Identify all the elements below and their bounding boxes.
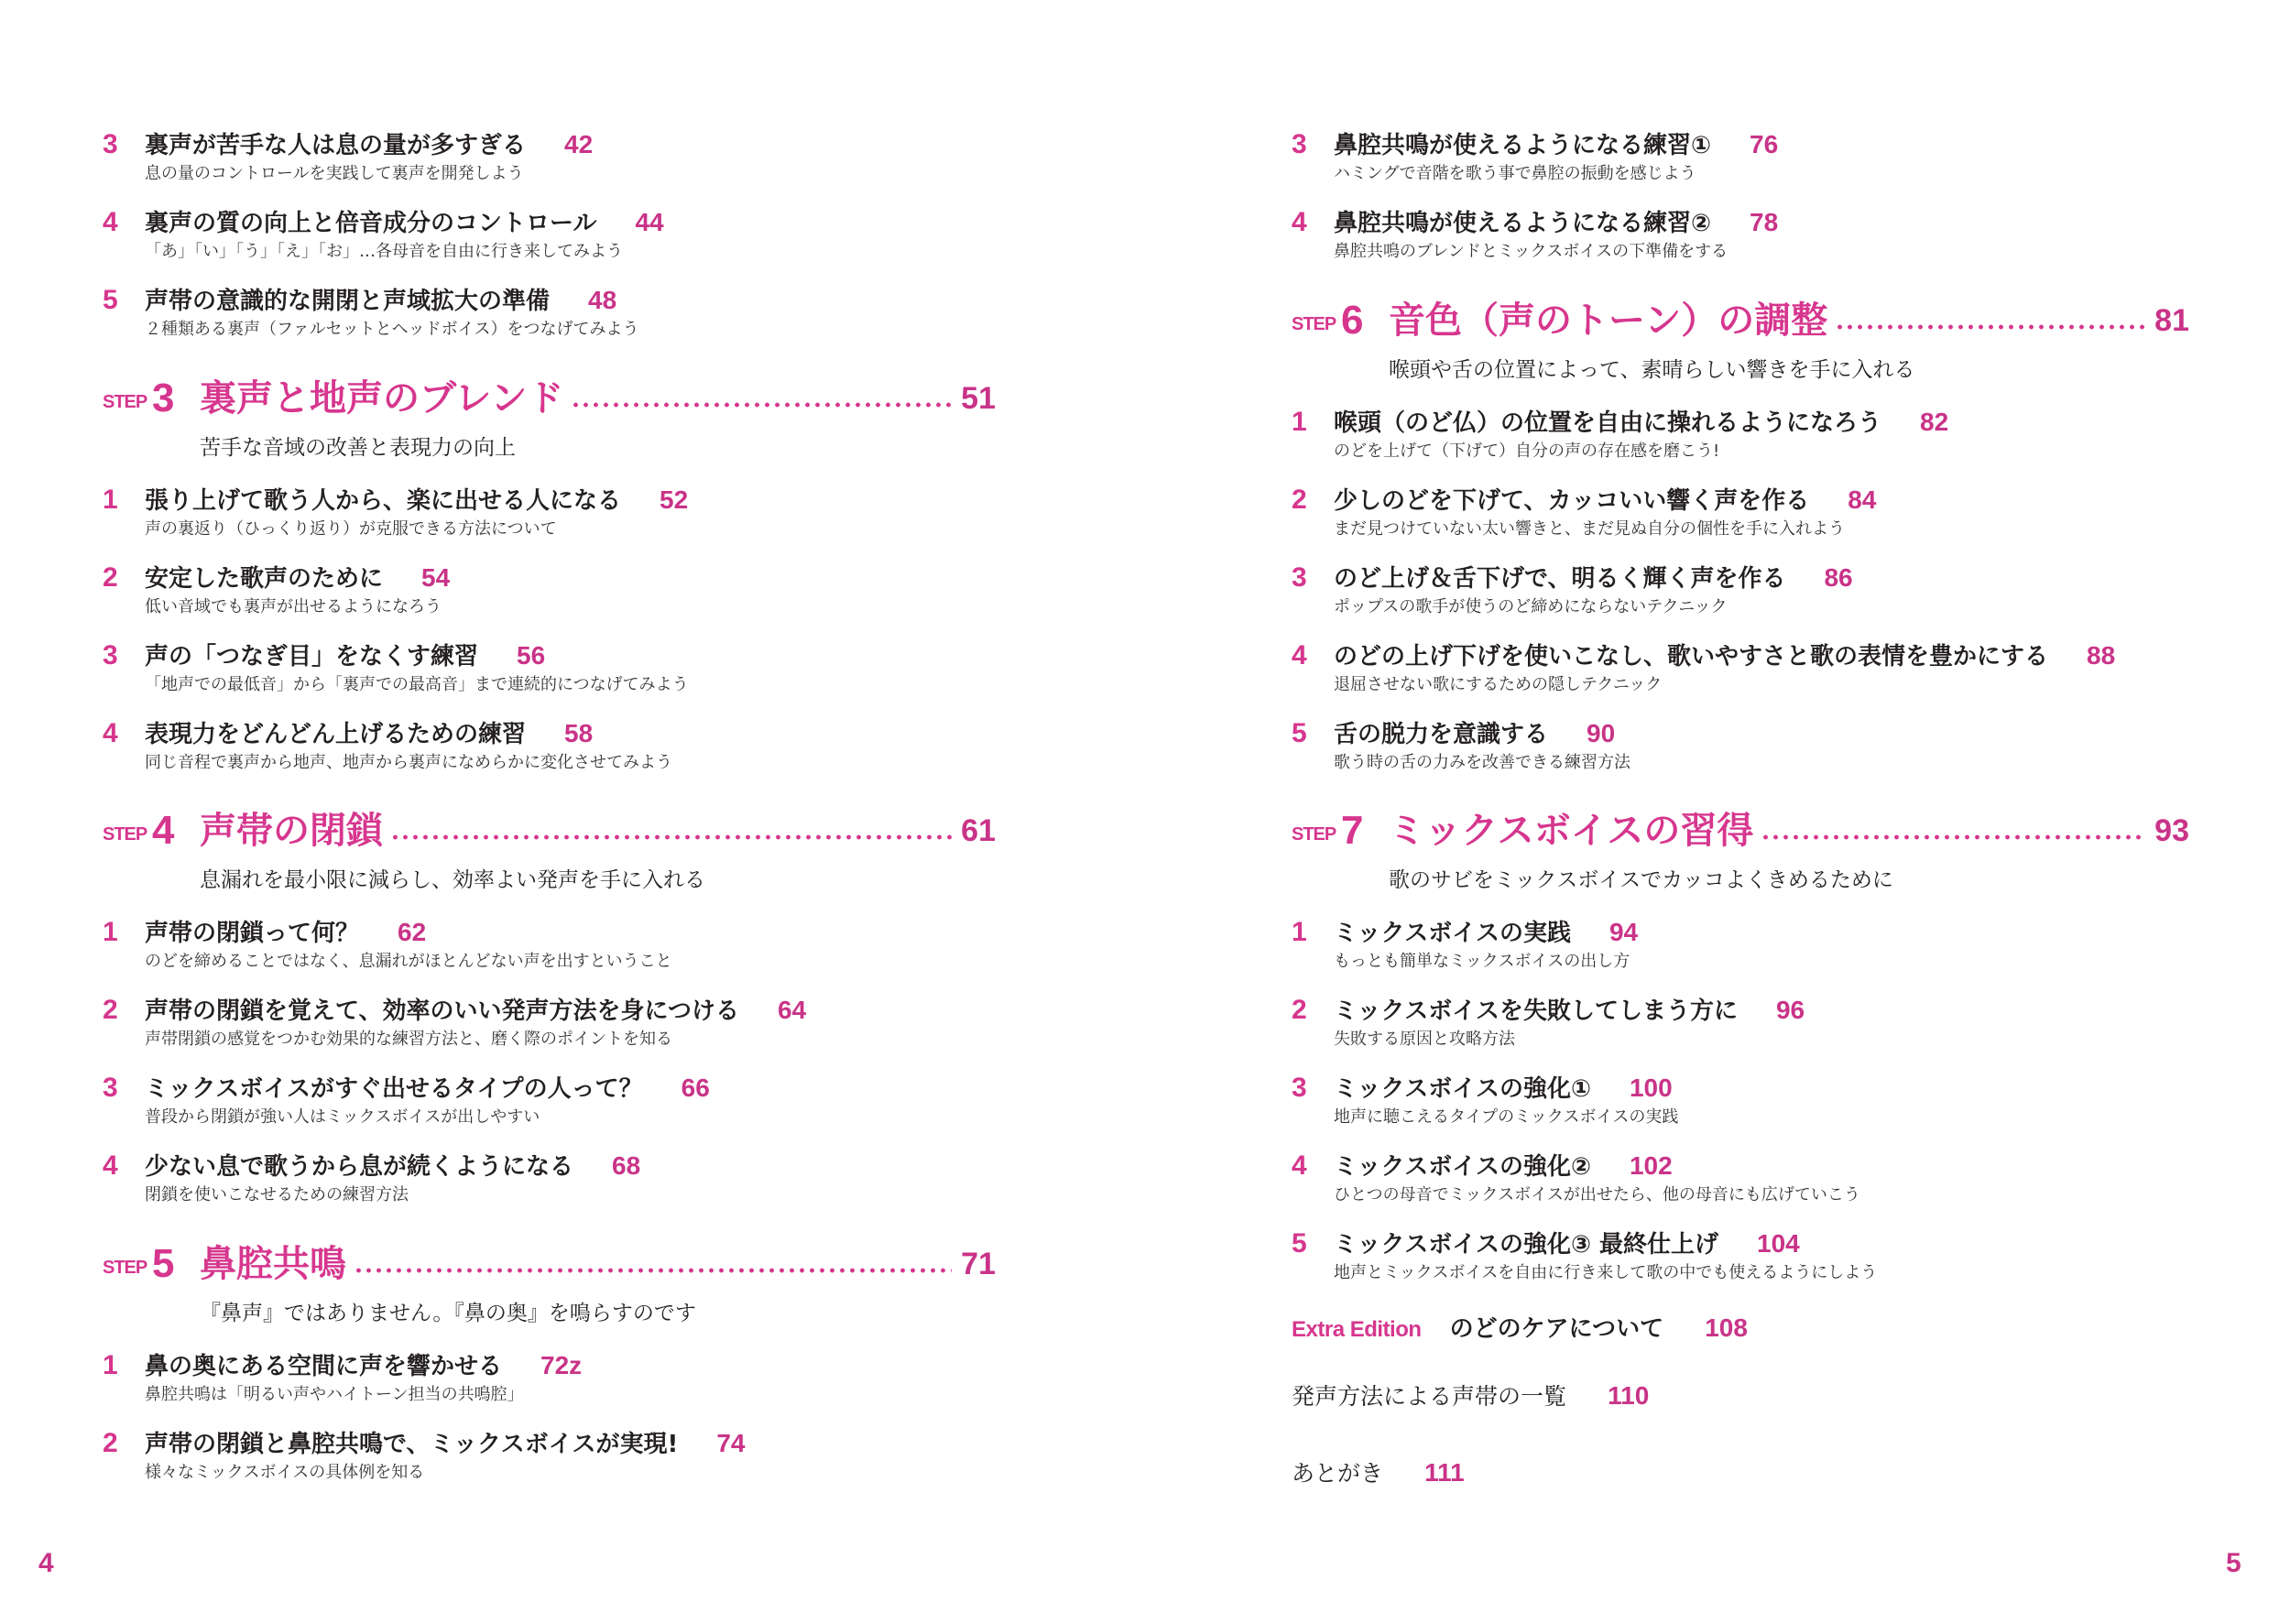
entry-page: 54 [421, 563, 451, 592]
entry-number: 4 [103, 207, 118, 237]
entry-subtitle: ハミングで音階を歌う事で鼻腔の振動を感じよう [1334, 164, 1696, 183]
entry-title: 声帯の閉鎖を覚えて、効率のいい発声方法を身につける 64 [145, 996, 807, 1025]
entry-number: 1 [1292, 407, 1307, 437]
step-number: 4 [152, 808, 175, 853]
entry-subtitle: ２種類ある裏声（ファルセットとヘッドボイス）をつなげてみよう [145, 320, 639, 339]
entry-title: 裏声が苦手な人は息の量が多すぎる 42 [145, 130, 594, 159]
entry-number: 3 [1292, 129, 1307, 159]
step-number: 7 [1341, 808, 1364, 853]
entry-page: 76 [1750, 130, 1779, 158]
step-title-row [200, 808, 996, 854]
entry-title: 声の「つなぎ目」をなくす練習 56 [145, 641, 546, 670]
entry-subtitle: 地声に聴こえるタイプのミックスボイスの実践 [1334, 1107, 1679, 1127]
entry-page: 90 [1587, 719, 1616, 747]
page-number: 5 [2226, 1548, 2241, 1578]
entry-title: 張り上げて歌う人から、楽に出せる人になる 52 [145, 485, 689, 515]
entry-page: 78 [1750, 208, 1779, 236]
entry-page: 86 [1824, 563, 1853, 592]
page-number: 4 [38, 1548, 54, 1578]
entry-subtitle: 「あ」「い」「う」「え」「お」…各母音を自由に行き来してみよう [145, 242, 623, 261]
entry-number: 1 [103, 917, 118, 947]
entry-subtitle: もっとも簡単なミックスボイスの出し方 [1334, 952, 1630, 971]
entry-page: 72z [540, 1351, 583, 1379]
step-number: 3 [152, 376, 175, 420]
entry-subtitle: 低い音域でも裏声が出せるようになろう [145, 597, 442, 616]
step-heading[interactable] [1292, 298, 2189, 382]
entry-title: 声帯の閉鎖と鼻腔共鳴で、ミックスボイスが実現! 74 [145, 1429, 746, 1458]
entry-number: 3 [103, 1073, 118, 1103]
step-title: 鼻腔共鳴 [200, 1243, 346, 1285]
appendix-title: 発声方法による声帯の一覧 [1292, 1383, 1567, 1410]
entry-number: 4 [1292, 207, 1307, 237]
entry-number: 1 [103, 1350, 118, 1380]
step-heading[interactable] [103, 808, 996, 892]
entry-title: 声帯の意識的な開閉と声域拡大の準備 48 [145, 286, 617, 315]
step-label: STEP [1292, 314, 1336, 334]
entry-subtitle: 閉鎖を使いこなせるための練習方法 [145, 1185, 409, 1204]
entry-page: 64 [777, 996, 807, 1024]
dot-leader [390, 834, 952, 840]
entry-title: 安定した歌声のために 54 [145, 563, 451, 593]
dot-leader [354, 1268, 952, 1273]
entry-page: 58 [564, 719, 594, 747]
step-title: 声帯の閉鎖 [200, 810, 383, 852]
entry-subtitle: 「地声での最低音」から「裏声での最高音」まで連続的につなげてみよう [145, 675, 689, 694]
step-subtitle: 喉頭や舌の位置によって、素晴らしい響きを手に入れる [1389, 358, 1915, 382]
entry-title: 鼻腔共鳴が使えるようになる練習① 76 [1334, 130, 1779, 159]
entry-subtitle: 鼻腔共鳴は「明るい声やハイトーン担当の共鳴腔」 [145, 1385, 524, 1404]
entry-title: ミックスボイスの強化② 102 [1334, 1151, 1673, 1181]
entry-title: 鼻腔共鳴が使えるようになる練習② 78 [1334, 208, 1779, 237]
step-subtitle: 歌のサビをミックスボイスでカッコよくきめるために [1389, 868, 1893, 892]
entry-title: 鼻の奥にある空間に声を響かせる 72z [145, 1351, 583, 1380]
entry-subtitle: 普段から閉鎖が強い人はミックスボイスが出しやすい [145, 1107, 540, 1127]
entry-number: 5 [103, 285, 118, 315]
entry-subtitle: ひとつの母音でミックスボイスが出せたら、他の母音にも広げていこう [1334, 1185, 1860, 1204]
entry-page: 102 [1629, 1151, 1673, 1180]
entry-title: 裏声の質の向上と倍音成分のコントロール 44 [145, 208, 664, 237]
entry-number: 1 [103, 485, 118, 515]
entry-title: 舌の脱力を意識する 90 [1334, 719, 1616, 748]
entry-subtitle: ポップスの歌手が使うのど締めにならないテクニック [1334, 597, 1728, 616]
step-label: STEP [103, 392, 147, 412]
entry-number: 3 [103, 640, 118, 670]
entry-number: 3 [103, 129, 118, 159]
step-page: 71 [961, 1247, 996, 1281]
entry-title: 少ない息で歌うから息が続くようになる 68 [145, 1151, 641, 1181]
entry-subtitle: 声の裏返り（ひっくり返り）が克服できる方法について [145, 519, 557, 539]
extra-edition-page: 108 [1705, 1313, 1748, 1342]
entry-title: 表現力をどんどん上げるための練習 58 [145, 719, 594, 748]
step-heading[interactable] [1292, 808, 2189, 892]
entry-subtitle: のどを締めることではなく、息漏れがほとんどない声を出すということ [145, 952, 672, 971]
step-title: ミックスボイスの習得 [1389, 810, 1754, 852]
step-heading[interactable] [103, 1241, 996, 1325]
entry-page: 42 [564, 130, 594, 158]
appendix-entry[interactable] [1292, 1379, 1649, 1416]
step-title-row [1389, 298, 2189, 343]
entry-subtitle: 鼻腔共鳴のブレンドとミックスボイスの下準備をする [1334, 242, 1728, 261]
entry-title: ミックスボイスの強化① 100 [1334, 1074, 1673, 1103]
entry-subtitle: 同じ音程で裏声から地声、地声から裏声になめらかに変化させてみよう [145, 753, 672, 772]
afterword-page: 111 [1424, 1458, 1465, 1487]
entry-title: のど上げ＆舌下げで、明るく輝く声を作る 86 [1334, 563, 1853, 593]
entry-subtitle: 声帯閉鎖の感覚をつかむ効果的な練習方法と、磨く際のポイントを知る [145, 1030, 672, 1049]
entry-title: ミックスボイスがすぐ出せるタイプの人って？ 66 [145, 1074, 710, 1103]
entry-title: 声帯の閉鎖って何？ 62 [145, 918, 427, 947]
entry-subtitle: 様々なミックスボイスの具体例を知る [145, 1463, 425, 1482]
entry-subtitle: 地声とミックスボイスを自由に行き来して歌の中でも使えるようにしよう [1334, 1263, 1878, 1282]
step-page: 51 [961, 381, 996, 416]
step-label: STEP [1292, 824, 1336, 845]
step-number: 6 [1341, 298, 1364, 343]
step-label: STEP [103, 1258, 147, 1278]
entry-page: 94 [1608, 918, 1639, 946]
entry-page: 62 [398, 918, 427, 946]
entry-page: 68 [612, 1151, 641, 1180]
entry-title: 少しのどを下げて、カッコいい響く声を作る 84 [1334, 485, 1877, 515]
step-subtitle: 息漏れを最小限に減らし、効率よい発声を手に入れる [200, 868, 705, 892]
entry-number: 3 [1292, 562, 1307, 593]
entry-page: 100 [1629, 1074, 1673, 1102]
entry-number: 3 [1292, 1073, 1307, 1103]
step-subtitle: 苦手な音域の改善と表現力の向上 [200, 436, 516, 460]
entry-number: 2 [1292, 995, 1307, 1025]
step-page: 93 [2154, 813, 2189, 848]
entry-number: 4 [103, 1150, 118, 1181]
step-title: 裏声と地声のブレンド [200, 377, 564, 420]
step-title-row [1389, 808, 2189, 854]
entry-page: 74 [716, 1429, 746, 1457]
entry-page: 84 [1848, 485, 1877, 514]
entry-page: 88 [2087, 641, 2116, 670]
step-page: 61 [961, 813, 996, 848]
extra-edition-label: Extra Edition [1292, 1317, 1422, 1342]
entry-number: 1 [1292, 917, 1307, 947]
step-page: 81 [2154, 303, 2189, 338]
appendix-page: 110 [1608, 1381, 1650, 1410]
step-number: 5 [152, 1241, 175, 1286]
entry-number: 4 [1292, 1150, 1307, 1181]
entry-title: 喉頭（のど仏）の位置を自由に操れるようになろう 82 [1334, 408, 1949, 437]
dot-leader [1761, 834, 2145, 840]
step-subtitle: 『鼻声』ではありません。『鼻の奥』を鳴らすのです [200, 1302, 696, 1325]
entry-number: 2 [103, 995, 118, 1025]
entry-subtitle: 息の量のコントロールを実践して裏声を開発しよう [145, 164, 524, 183]
entry-page: 44 [635, 208, 664, 236]
entry-page: 56 [517, 641, 546, 670]
entry-title: ミックスボイスの強化③ 最終仕上げ 104 [1334, 1229, 1800, 1259]
step-heading[interactable] [103, 376, 996, 460]
entry-number: 4 [1292, 640, 1307, 670]
extra-edition-entry[interactable] [1292, 1312, 1748, 1348]
entry-number: 4 [103, 718, 118, 748]
step-title: 音色（声のトーン）の調整 [1389, 300, 1828, 342]
entry-subtitle: のどを上げて（下げて）自分の声の存在感を磨こう! [1334, 441, 1720, 461]
afterword-title: あとがき [1292, 1460, 1384, 1487]
step-title-row [200, 1241, 996, 1287]
entry-number: 5 [1292, 1228, 1307, 1259]
entry-page: 48 [588, 286, 617, 314]
entry-subtitle: 退屈させない歌にするための隠しテクニック [1334, 675, 1663, 694]
right-page [1145, 0, 2290, 1624]
step-label: STEP [103, 824, 147, 845]
entry-number: 2 [103, 1428, 118, 1458]
entry-page: 52 [660, 485, 689, 514]
entry-page: 96 [1775, 996, 1805, 1024]
entry-page: 82 [1920, 408, 1949, 436]
entry-title: のどの上げ下げを使いこなし、歌いやすさと歌の表情を豊かにする 88 [1334, 641, 2116, 670]
extra-edition-title: のどのケアについて [1449, 1315, 1664, 1343]
entry-subtitle: まだ見つけていない太い響きと、まだ見ぬ自分の個性を手に入れよう [1334, 519, 1845, 539]
entry-number: 5 [1292, 718, 1307, 748]
entry-number: 2 [1292, 485, 1307, 515]
entry-subtitle: 歌う時の舌の力みを改善できる練習方法 [1334, 753, 1630, 772]
entry-page: 66 [681, 1074, 710, 1102]
entry-page: 104 [1757, 1229, 1800, 1258]
entry-title: ミックスボイスを失敗してしまう方に 96 [1334, 996, 1805, 1025]
step-title-row [200, 376, 996, 421]
afterword-entry[interactable] [1292, 1456, 1465, 1493]
entry-subtitle: 失敗する原因と攻略方法 [1334, 1030, 1515, 1049]
dot-leader [1835, 324, 2145, 330]
entry-number: 2 [103, 562, 118, 593]
dot-leader [571, 402, 952, 408]
entry-title: ミックスボイスの実践 94 [1334, 918, 1639, 947]
